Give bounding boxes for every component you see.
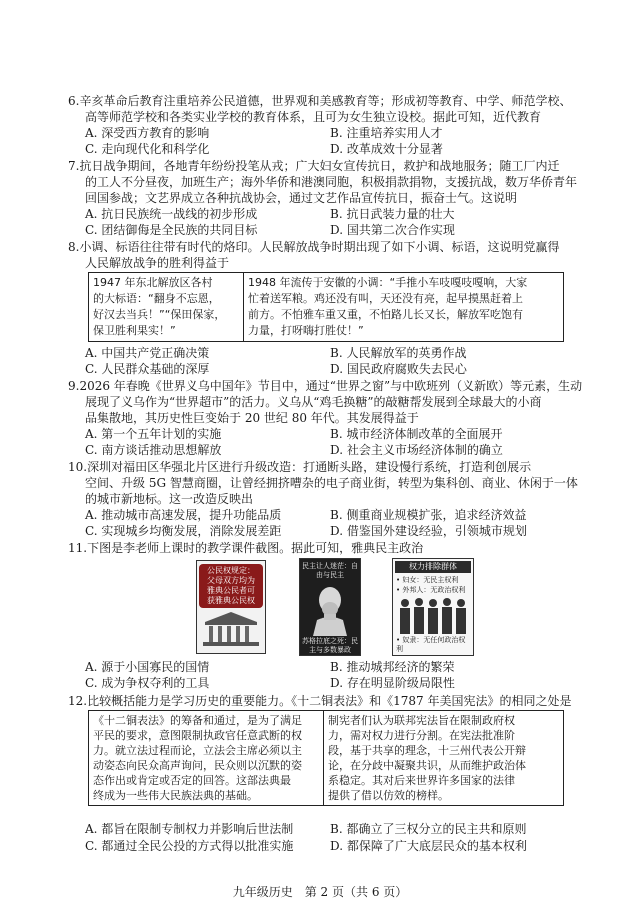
q9-option-d: D. 社会主义市场经济体制的确立: [330, 443, 503, 457]
q8-right-line: 前方。不怕雅车重又重，不怕路儿长又长，解放军吃饱有: [248, 308, 523, 321]
q12-option-d: D. 都保障了广大底层民众的基本权利: [330, 839, 527, 853]
q12-left-line: 动姿态向民众高声询问，民众则以沉默的姿: [93, 759, 302, 772]
q6-option-c: C. 走向现代化和科学化: [85, 142, 210, 156]
q7-option-a: A. 抗日民族统一战线的初步形成: [85, 207, 258, 221]
q7-stem-line2: 的工人不分昼夜，加班生产；海外华侨和港澳同胞，积极捐款捐物，支援抗战，数万华侨青年: [85, 175, 578, 189]
q10-option-d: D. 借鉴国外建设经验，引领城市规划: [330, 524, 527, 538]
q10-stem-line1: 10.深圳对福田区华强北片区进行升级改造：打通断头路，建设慢行系统，打造利创展示: [68, 460, 532, 474]
q11-panel-citizenship: [196, 560, 266, 654]
q11-citizenship-line: 雅典公民者可: [207, 586, 255, 595]
q11-option-b: B. 推动城邦经济的繁荣: [330, 660, 455, 674]
q11-excluded-title: 权力排除群体: [395, 561, 471, 573]
q11-option-a: A. 源于小国寡民的国情: [85, 660, 210, 674]
q9-stem-line1: 9.2026 年春晚《世界义乌中国年》节目中，通过“世界之窗”与中欧班列（义新欧）等元素，生动: [68, 379, 583, 393]
q9-option-b: B. 城市经济体制改革的全面展开: [330, 427, 503, 441]
q11-socrates-top-caption: 民主让人迷茫：自由与民主: [302, 562, 358, 579]
q12-right-line: 制宪者们认为联邦宪法旨在限制政府权: [328, 714, 515, 727]
q11-citizenship-line: 父母双方均为: [207, 576, 255, 585]
q8-option-b: B. 人民解放军的英勇作战: [330, 346, 467, 360]
q8-stem-line2: 人民解放战争的胜利得益于: [85, 256, 230, 270]
q12-option-c: C. 都通过全民公投的方式得以批准实施: [85, 839, 294, 853]
q12-left-line: 态作出或肯定或否定的回答。这部法典最: [93, 774, 291, 787]
q11-stem: 11.下图是李老师上课时的教学课件截图。据此可知，雅典民主政治: [68, 541, 424, 555]
q6-option-a: A. 深受西方教育的影响: [85, 126, 210, 140]
q9-stem-line2: 展现了义乌作为“世界超市”的活力。义乌从“鸡毛换糖”的敲糖帮发展到全球最大的小商: [85, 395, 542, 409]
q7-stem-line1: 7.抗日战争期间，各地青年纷纷投笔从戎；广大妇女宣传抗日，救护和战地服务；随工厂内迁: [68, 159, 560, 173]
q8-left-line: 1947 年东北解放区各村: [93, 276, 213, 289]
q6-option-b: B. 注重培养实用人才: [330, 126, 443, 140]
q11-panel-excluded-groups: [392, 558, 474, 656]
q11-panel-socrates: [299, 558, 361, 656]
q12-stem: 12.比较概括能力是学习历史的重要能力。《十二铜表法》和《1787 年美国宪法》的相同之处是: [68, 694, 572, 708]
q11-excluded-bottom: • 奴隶：无任何政治权利: [396, 636, 466, 653]
q12-left-line: 《十二铜表法》的筹备和通过，是为了满足: [93, 714, 302, 727]
q12-left-line: 平民的要求，意图限制执政官任意武断的权: [93, 729, 302, 742]
q12-left-line: 终成为一些伟大民族法典的基础。: [93, 789, 258, 802]
q12-option-b: B. 都确立了三权分立的民主共和原则: [330, 822, 527, 836]
q8-option-d: D. 国民政府腐败失去民心: [330, 362, 467, 376]
q12-right-line: 论，在分歧中凝聚共识，从而维护政治体: [328, 759, 526, 772]
q10-option-b: B. 侧重商业规模扩张，追求经济效益: [330, 508, 527, 522]
q12-right-line: 提供了借以仿效的榜样。: [328, 789, 449, 802]
q9-stem-line3: 品集散地，其历史性巨变始于 20 世纪 80 年代。其发展得益于: [85, 411, 419, 425]
q8-table-right-cell: [244, 273, 564, 342]
q10-option-c: C. 实现城乡均衡发展，消除发展差距: [85, 524, 282, 538]
q12-source-table: [88, 710, 564, 806]
q11-option-d: D. 存在明显阶级局限性: [330, 676, 455, 690]
page-footer: 九年级历史 第 2 页（共 6 页）: [232, 885, 408, 899]
q7-option-c: C. 团结御侮是全民族的共同目标: [85, 223, 258, 237]
q8-right-line: 力量，打呀嗨打胜仗！”: [248, 324, 364, 337]
q12-right-line: 力，需对权力进行分割。在宪法批准阶: [328, 729, 515, 742]
q12-table-right-cell: [324, 711, 564, 806]
q12-right-line: 段，基于共享的理念，十三州代表公开辩: [328, 744, 526, 757]
q12-left-line: 力。就立法过程而论，立法会主席必须以主: [93, 744, 302, 757]
q11-citizenship-title: 公民权规定：: [207, 566, 255, 575]
q10-option-a: A. 推动城市高速发展，提升功能品质: [85, 508, 282, 522]
q7-option-b: B. 抗日武装力量的壮大: [330, 207, 455, 221]
q8-left-line: 保卫胜利果实！”: [93, 324, 176, 337]
socrates-bust-icon: [301, 582, 359, 636]
q8-table-left-cell: [89, 273, 244, 342]
q6-option-d: D. 改革成效十分显著: [330, 142, 443, 156]
q11-citizenship-line: 获雅典公民权: [207, 596, 255, 605]
greek-temple-icon: [199, 610, 263, 648]
q11-socrates-bottom-caption: 苏格拉底之死：民主与多数暴政: [302, 637, 358, 654]
q11-excluded-item: • 外邦人：无政治权利: [396, 586, 466, 594]
q12-right-line: 系稳定。其对后来世界许多国家的法律: [328, 774, 515, 787]
q11-excluded-item: • 妇女：无民主权利: [396, 576, 459, 584]
q8-right-line: 忙着送军粮。鸡还没有叫，天还没有亮，起早摸黑赶着上: [248, 292, 523, 305]
q7-stem-line3: 回国参战；文艺界成立各种抗战协会，通过文艺作品宣传抗日，振奋士气。这说明: [85, 191, 518, 205]
q6-stem-line2: 高等师范学校和各类实业学校的教育体系，且可为女生独立设校。据此可知，近代教育: [85, 110, 542, 124]
q12-table-left-cell: [89, 711, 324, 806]
q8-stem-line1: 8.小调、标语往往带有时代的烙印。人民解放战争时期出现了如下小调、标语，这说明党赢得: [68, 240, 560, 254]
q8-right-line: 1948 年流传于安徽的小调：“手推小车吱嘎吱嘎响，大家: [248, 276, 528, 289]
q8-option-a: A. 中国共产党正确决策: [85, 346, 210, 360]
people-silhouettes-icon: [395, 596, 471, 636]
q11-option-c: C. 成为争权夺利的工具: [85, 676, 210, 690]
q8-source-table: [88, 272, 564, 342]
q7-option-d: D. 国共第二次合作实现: [330, 223, 455, 237]
q9-option-c: C. 南方谈话推动思想解放: [85, 443, 222, 457]
q11-citizenship-card: [199, 564, 263, 608]
q10-stem-line2: 空间、升级 5G 智慧商圈，让曾经拥挤嘈杂的电子商业街，转型为集科创、商业、休闲于一体: [85, 476, 578, 490]
q10-stem-line3: 的城市新地标。这一改造反映出: [85, 492, 254, 506]
q9-option-a: A. 第一个五年计划的实施: [85, 427, 222, 441]
q8-option-c: C. 人民群众基础的深厚: [85, 362, 210, 376]
q8-left-line: 的大标语：“翻身不忘恩，: [93, 292, 220, 305]
q6-stem-line1: 6.辛亥革命后教育注重培养公民道德，世界观和美感教育等；形成初等教育、中学、师范学校、: [68, 94, 572, 108]
q12-option-a: A. 都旨在限制专制权力并影响后世法制: [85, 822, 294, 836]
q8-left-line: 好汉去当兵！”“保田保家，: [93, 308, 226, 321]
